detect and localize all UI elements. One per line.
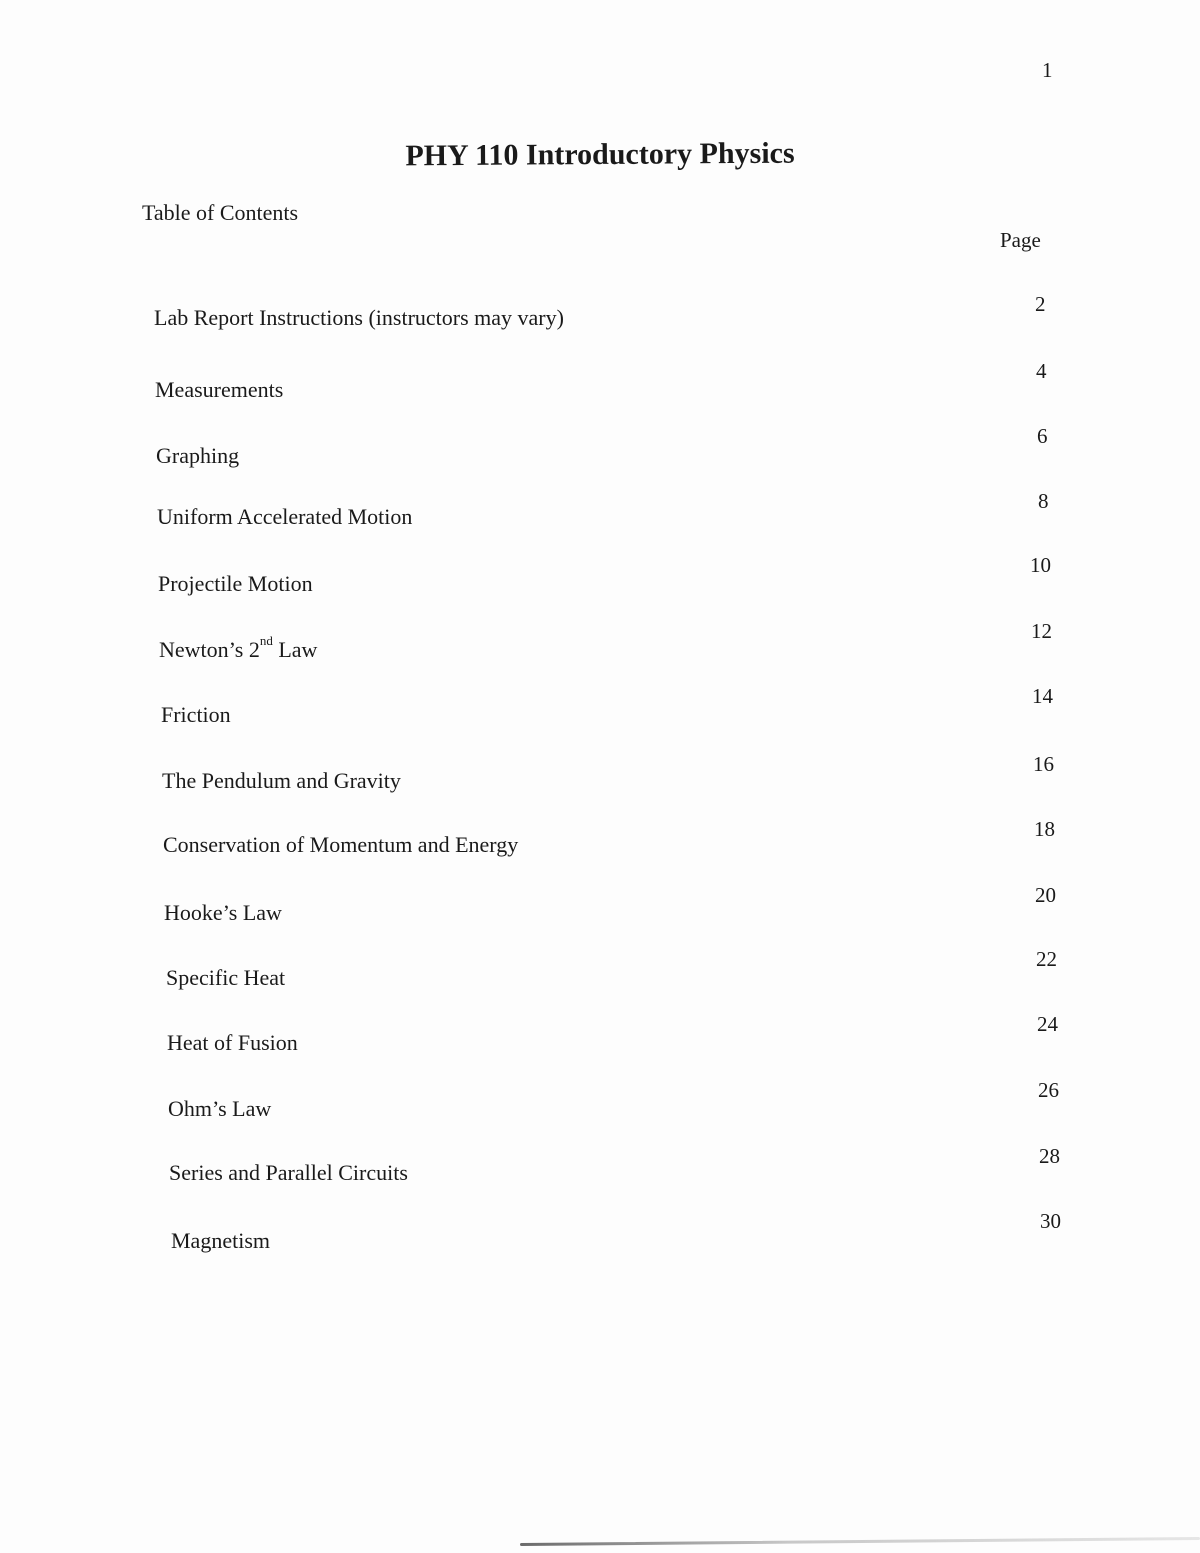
toc-entry-page: 6 (1037, 424, 1048, 448)
toc-entry-title: Uniform Accelerated Motion (157, 504, 413, 529)
page-column-heading: Page (1000, 228, 1041, 252)
toc-entry-title-text: Law (272, 637, 318, 662)
page-number: 1 (1042, 58, 1053, 82)
toc-entry-title: Graphing (156, 443, 240, 468)
document-title: PHY 110 Introductory Physics (405, 136, 795, 173)
toc-entry-title: Measurements (155, 377, 284, 402)
toc-entry-page: 28 (1039, 1144, 1060, 1168)
toc-entry-title: Heat of Fusion (167, 1030, 298, 1055)
toc-entry-page: 10 (1030, 553, 1051, 577)
toc-entry-title: Ohm’s Law (168, 1096, 272, 1121)
toc-entry-title: Projectile Motion (158, 571, 313, 596)
toc-entry-page: 26 (1038, 1078, 1059, 1102)
toc-entry-title-text: Newton’s 2 (159, 637, 260, 662)
ordinal-superscript: nd (259, 633, 273, 648)
toc-entry-title: Friction (161, 702, 231, 727)
toc-entry-title (159, 633, 318, 663)
toc-entry-page: 12 (1031, 619, 1052, 643)
toc-entry-page: 14 (1032, 684, 1053, 708)
toc-entry-page: 30 (1040, 1209, 1061, 1233)
toc-entry-title: Specific Heat (166, 965, 286, 990)
toc-entry-title: Lab Report Instructions (instructors may vary) (154, 305, 564, 330)
toc-entry-title: The Pendulum and Gravity (162, 768, 401, 793)
toc-entry-title: Magnetism (171, 1228, 270, 1253)
toc-entry-page: 24 (1037, 1012, 1058, 1036)
toc-entry-title: Hooke’s Law (164, 900, 282, 925)
toc-entry-page: 18 (1034, 817, 1055, 841)
scan-paper-edge (520, 1537, 1200, 1546)
toc-entry-title: Conservation of Momentum and Energy (163, 832, 519, 857)
toc-entry-page: 4 (1036, 359, 1047, 383)
toc-entry-page: 20 (1035, 883, 1056, 907)
toc-entry-page: 16 (1033, 752, 1054, 776)
toc-entry-page: 22 (1036, 947, 1057, 971)
toc-heading: Table of Contents (142, 200, 299, 225)
toc-entry-title: Series and Parallel Circuits (169, 1160, 408, 1185)
toc-entry-page: 8 (1038, 489, 1049, 513)
toc-entry-page: 2 (1035, 292, 1046, 316)
